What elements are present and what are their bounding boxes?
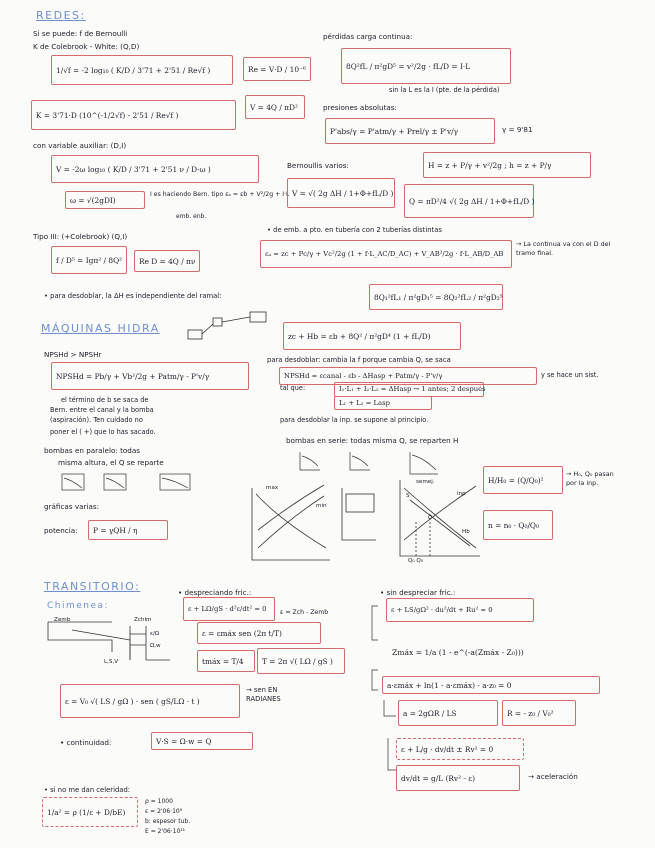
note-potencia: potencia:: [44, 526, 78, 535]
label-eps-omega: ε/Ω: [150, 631, 160, 637]
note-radianes: → sen EN RADIANES: [246, 686, 281, 703]
note-bern-varios: Bernoullis varios:: [287, 161, 349, 170]
note-k-colebrook: K de Colebrook - White: (Q,D): [33, 42, 140, 51]
graph-label-q: Q₀ Q₀: [408, 558, 424, 564]
eq-dv: ε + L/g · dv/dt ± Rv² = 0: [396, 738, 524, 760]
section-title-redes: REDES:: [36, 9, 86, 22]
graph-label-inp: inp: [457, 491, 466, 497]
eq-epsilon-t: ε = V₀ √( LS / gΩ ) · sen ( gS/LΩ · t ): [60, 684, 240, 718]
note-desp-fric: • despreciando fric.:: [178, 588, 252, 597]
eq-r: R = - z₀ / V₀²: [502, 700, 576, 726]
graph-label-min: min: [316, 503, 327, 509]
note-emb-pto: • de emb. a pto. en tubería con 2 tuberías distintas: [267, 226, 442, 234]
note-npsh-1: el término de b se saca de: [61, 396, 149, 404]
eq-desp-fric: ε + LΩ/gS · d²ε/dt² = 0: [183, 597, 275, 621]
eq-colebrook: 1/√f = -2 log₁₀ ( K/D / 3'71 + 2'51 / Re√f ): [51, 55, 233, 85]
note-celeridad: • si no me dan celeridad:: [44, 786, 131, 794]
note-continuidad: • continuidad:: [60, 738, 112, 747]
eq-reynolds: Re = V·D / 10⁻⁶: [243, 57, 311, 81]
note-cel-rho: ρ = 1000: [145, 798, 173, 805]
eq-sist-1: I₁·L₁ + I₂·L₂ = ΔHasp → 1 antes; 2 después: [334, 382, 484, 397]
eq-zmax: Zmáx = 1/a (1 - e^(-a(Zmáx - Z₀))): [392, 648, 524, 657]
note-npsh: NPSHd > NPSHr: [44, 350, 102, 359]
eq-dvdt: dv/dt = g/L (Rv² - ε): [396, 765, 520, 791]
eq-v-aux: V = -2ω log₁₀ ( K/D / 3'71 + 2'51 ν / D·ω ): [51, 155, 259, 183]
eq-maquinas-hm: zc + Hb = εb + 8Q² / π²gD⁴ (1 + fL/D): [283, 322, 461, 350]
eq-k: K = 3'71·D (10^(-1/2√f) - 2'51 / Re√f ): [31, 100, 236, 130]
section-title-maquinas: MÁQUINAS HIDRA: [41, 322, 160, 335]
eq-continuidad: V·S = Ω·w = Q: [151, 732, 253, 750]
eq-semejanza: H/H₀ = (Q/Q₀)²: [483, 466, 563, 494]
note-npsh-2: Bern. entre el canal y la bomba: [50, 406, 154, 414]
eq-potencia: P = γQH / η: [88, 520, 168, 540]
eq-desdoblar: 8Q₁²fL₁ / π²gD₁⁵ = 8Q₂²fL₂ / π²gD₂⁵: [369, 284, 503, 310]
note-sin-l: sin la L es la I (pte. de la pérdida): [389, 86, 500, 94]
note-z: ε = Zch - Zemb: [280, 609, 329, 616]
eq-sist-2: L₁ + L₂ = Lasp: [334, 396, 432, 410]
note-desdoblar-1: para desdoblar: cambia la f porque cambia Q, se saca: [267, 356, 451, 364]
eq-sin-desp: ε + LS/gΩ² · du²/dt + Ru² = 0: [386, 598, 534, 622]
eq-npsh-2: NPSHd = εcanal - εb - ΔHasp + Patm/γ - P'v/γ: [279, 367, 537, 385]
parallel-pumps-graph: [62, 474, 190, 490]
eq-n: n = n₀ · Q₀/Q₀: [483, 510, 553, 540]
label-zchim: Zchim: [134, 617, 152, 623]
note-continua: → La continua va con el D del tramo final.: [516, 240, 611, 257]
label-zemb: Zemb: [54, 617, 71, 623]
eq-perdidas: 8Q²fL / π²gD⁵ = v²/2g · fL/D = I·L: [341, 48, 511, 84]
note-semejanza: → H₀, Q₀ pasan por la inp.: [566, 470, 614, 487]
eq-ln: a·εmáx + ln(1 - a·εmáx) - a·z₀ = 0: [382, 676, 600, 694]
eq-v-dh: V = √( 2g ΔH / 1+Φ+fL/D ): [287, 178, 395, 208]
note-cel-e: E = 2'06·10¹¹: [145, 828, 186, 835]
note-tal-que: tal que:: [280, 384, 306, 392]
characteristic-curves: [252, 480, 480, 560]
eq-periodo: T = 2π √( LΩ / gS ): [257, 648, 345, 674]
note-desdoblar: • para desdoblar, la ΔH es independiente del ramal:: [44, 292, 222, 300]
surge-tank-sketch: [48, 622, 170, 660]
eq-tipo3: f / D⁵ = Igπ² / 8Q²: [51, 246, 127, 274]
note-graficas: gráficas varias:: [44, 502, 100, 511]
note-tipo3: Tipo III: (+Colebrook) (Q,I): [33, 232, 128, 241]
note-perdidas: pérdidas carga continua:: [323, 32, 413, 41]
label-lsv: L,S,V: [104, 659, 119, 665]
note-desdoblar-2: para desdoblar la inp. se supone al principio.: [280, 416, 429, 424]
eq-a: a = 2gΩR / LS: [398, 700, 498, 726]
note-paralelo-1: bombas en paralelo: todas: [44, 446, 140, 455]
series-pumps-graph: [300, 452, 438, 474]
eq-presiones: P'abs/γ = P'atm/γ + Prel/γ ± P'v/γ: [325, 118, 495, 144]
graph-label-max: max: [266, 485, 279, 491]
note-gamma: γ = 9'81: [502, 125, 533, 134]
note-cel-b: b: espesor tub.: [145, 818, 191, 825]
eq-celeridad: 1/a² = ρ (1/ε + D/bE): [42, 797, 138, 827]
eq-npsh: NPSHd = Pb/γ + Vb²/2g + Patm/γ - P'v/γ: [51, 362, 249, 390]
eq-q: Q = πD²/4 √( 2g ΔH / 1+Φ+fL/D ): [404, 184, 534, 218]
eq-omega: ω = √(2gDI): [65, 191, 145, 209]
graph-label-hb: Hb: [462, 529, 470, 535]
eq-emax: ε = εmáx sen (2π t/T): [197, 622, 321, 644]
note-aceleracion: → aceleración: [528, 772, 578, 781]
section-title-transitorio: TRANSITORIO:: [44, 580, 141, 593]
note-bern: I es haciendo Bern. tipo εₐ = εb + V²/2g + I·L: [150, 191, 290, 198]
graph-label-semej: semej.: [416, 479, 435, 485]
graph-label-s: S: [406, 493, 410, 499]
note-sin-desp: • sin despreciar fric.:: [380, 588, 456, 597]
note-npsh-3: (aspiración). Ten cuidado no: [50, 416, 143, 424]
eq-v: V = 4Q / πD²: [245, 95, 305, 119]
graph-label-o: O: [428, 515, 433, 521]
note-sist: y se hace un sist.: [541, 371, 599, 379]
note-presiones: presiones absolutas:: [323, 103, 397, 112]
eq-tipo3-re: Re D = 4Q / πν: [134, 250, 200, 272]
eq-tmax: tmáx = T/4: [197, 650, 255, 672]
pump-schematic: [188, 312, 266, 339]
note-npsh-4: poner el ( +) que lo has sacado.: [50, 428, 156, 436]
section-title-chimenea: Chimenea:: [47, 601, 110, 611]
note-bern-2: emb. enb.: [176, 213, 207, 220]
note-serie: bombas en serie: todas misma Q, se reparten H: [286, 436, 459, 445]
eq-emb: εₐ = zc + Pc/γ + Vc²/2g (1 + f·L_AC/D_AC) + V_AB²/2g · f·L_AB/D_AB: [260, 240, 512, 268]
note-paralelo-2: misma altura, el Q se reparte: [58, 458, 164, 467]
label-omega-w: Ω,w: [150, 643, 161, 649]
eq-H: H = z + P/γ + v²/2g ; h = z + P/γ: [423, 152, 591, 178]
note-var-aux: con variable auxiliar: (D,I): [33, 141, 127, 150]
note-si-puede: Si se puede: f de Bernoulli: [33, 29, 128, 38]
note-cel-eps: ε = 2'06·10⁹: [145, 808, 183, 815]
